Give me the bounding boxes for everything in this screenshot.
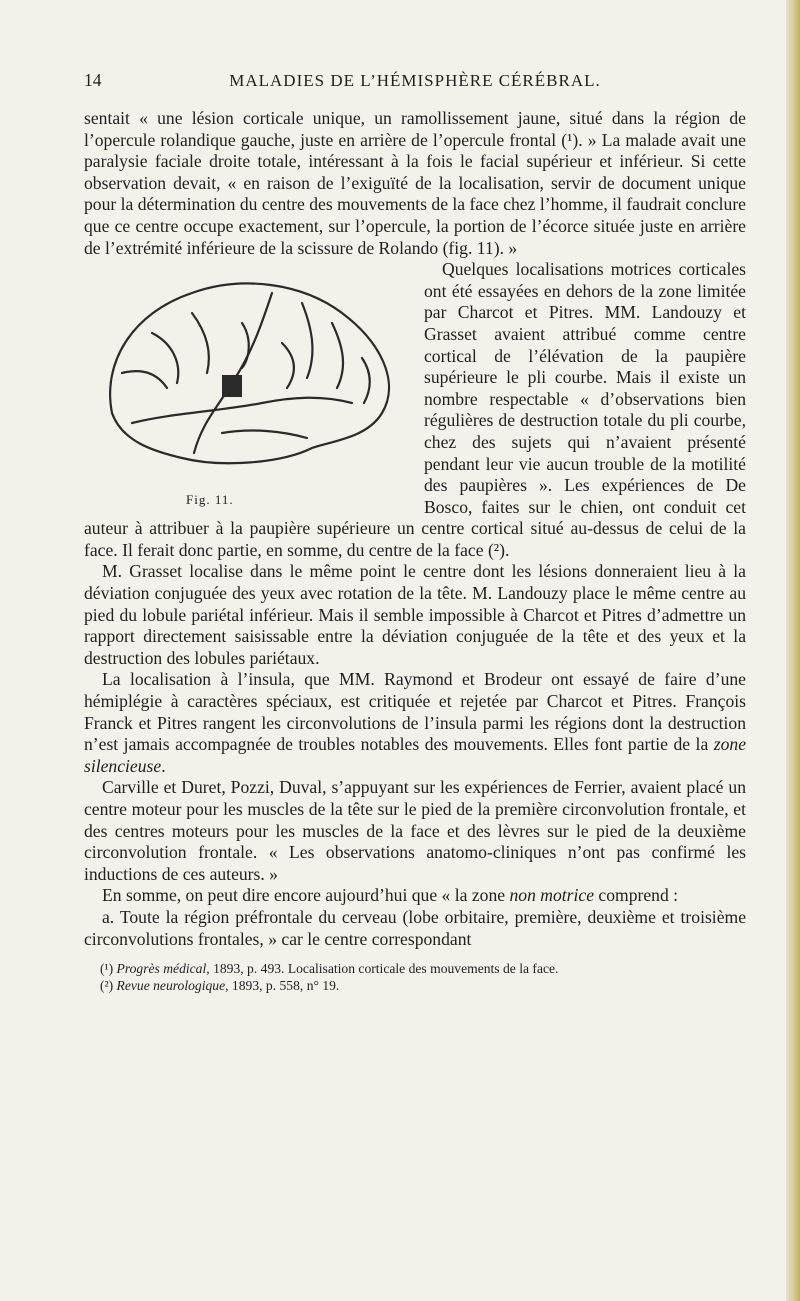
- footnote-2-source: Revue neurologique: [116, 978, 226, 994]
- paragraph-1: sentait « une lésion corticale unique, un ramollissement jaune, situé dans la région de l’opercule rolandique gauche, juste en arrière de l’opercule frontal (¹). » La malade avait une paralysie faciale droite totale, intéressant à la fois le facial supérieur et inférieur. Si cette observation devait, « en raison de l’exiguïté de la localisation, servir de document unique pour la détermination du centre des mouvements de la face chez l’homme, il faudrait conclure que ce centre occupe exactement, sur l’opercule, la portion de l’écorce située juste en arrière de l’extrémité inférieure de la scissure de Rolando (fig. 11). »: [84, 108, 746, 258]
- paragraph-2: Quelques localisations motrices corticales ont été essayées en dehors de la zone limitée par Charcot et Pitres. MM. Landouzy et Grasset avaient attribué comme centre cortical de l’élévation de la paupière supérieure le pli courbe. Mais il existe un nombre respectable « d’observations bien régulières de destruction totale du pli courbe, chez des sujets qui n’avaient présenté pendant leur vie aucun trouble de la motilité des paupières ». Les expériences de De Bosco, faites sur le chien, ont conduit cet auteur à attribuer à la paupière supérieure un centre cortical situé au-dessus de celui de la face. Il ferait donc partie, en somme, du centre de la face (²).: [84, 259, 746, 560]
- footnote-1: [84, 960, 746, 977]
- paragraph-4-italic: zone silencieuse: [84, 734, 746, 776]
- footnote-1-source: Progrès médical: [116, 961, 207, 977]
- figure-11: [82, 263, 410, 511]
- page-edge: [786, 0, 800, 1301]
- footnote-2: [84, 977, 746, 994]
- paragraph-7: a. Toute la région préfrontale du cerveau (lobe orbitaire, première, deuxième et troisième circonvolutions frontales, » car le centre correspondant: [84, 906, 746, 949]
- footnote-2-mark: (²): [100, 978, 117, 994]
- footnote-1-mark: (¹): [100, 961, 117, 977]
- paragraph-6-italic: non motrice: [509, 885, 595, 906]
- running-title: MALADIES DE L’HÉMISPHÈRE CÉRÉBRAL.: [229, 71, 601, 90]
- paragraph-6-text: En somme, on peut dire encore aujourd’hui que « la zone: [102, 885, 510, 906]
- paragraph-4: [84, 669, 746, 777]
- footnotes: [84, 960, 746, 994]
- paragraph-6: [84, 885, 746, 907]
- footnote-2-text: , 1893, p. 558, n° 19.: [225, 978, 340, 994]
- brain-lateral-view-icon: [82, 263, 410, 483]
- page-number: 14: [84, 70, 102, 90]
- paragraph-6-end: comprend :: [594, 885, 679, 906]
- paragraph-4-text: La localisation à l’insula, que MM. Raymond et Brodeur ont essayé de faire d’une hémiplégie à caractères spéciaux, est critiquée et rejetée par Charcot et Pitres. François Franck et Pitres rangent les circonvolutions de l’insula parmi les régions dont la destruction n’est jamais accompagnée de troubles notables des mouvements. Elles font partie de la: [84, 669, 746, 755]
- page-header: [84, 70, 746, 94]
- paragraph-5: Carville et Duret, Pozzi, Duval, s’appuyant sur les expériences de Ferrier, avaient placé un centre moteur pour les muscles de la tête sur le pied de la première circonvolution frontale, et des centres moteurs pour les muscles de la face et des lèvres sur le pied de la deuxième circonvolution frontale. « Les observations anatomo-cliniques n’ont pas confirmé les inductions de ces auteurs. »: [84, 777, 746, 884]
- paragraph-4-end: .: [161, 755, 166, 776]
- figure-caption: Fig. 11.: [186, 492, 234, 508]
- book-page: [84, 70, 746, 994]
- footnote-1-text: , 1893, p. 493. Localisation corticale des mouvements de la face.: [206, 961, 559, 977]
- paragraph-3: M. Grasset localise dans le même point le centre dont les lésions donneraient lieu à la déviation conjuguée des yeux avec rotation de la tête. M. Landouzy place le même centre au pied du lobule pariétal inférieur. Mais il semble impossible à Charcot et Pitres d’admettre un rapport directement saisissable entre la déviation conjuguée de la tête et des yeux et la destruction des lobules pariétaux.: [84, 561, 746, 668]
